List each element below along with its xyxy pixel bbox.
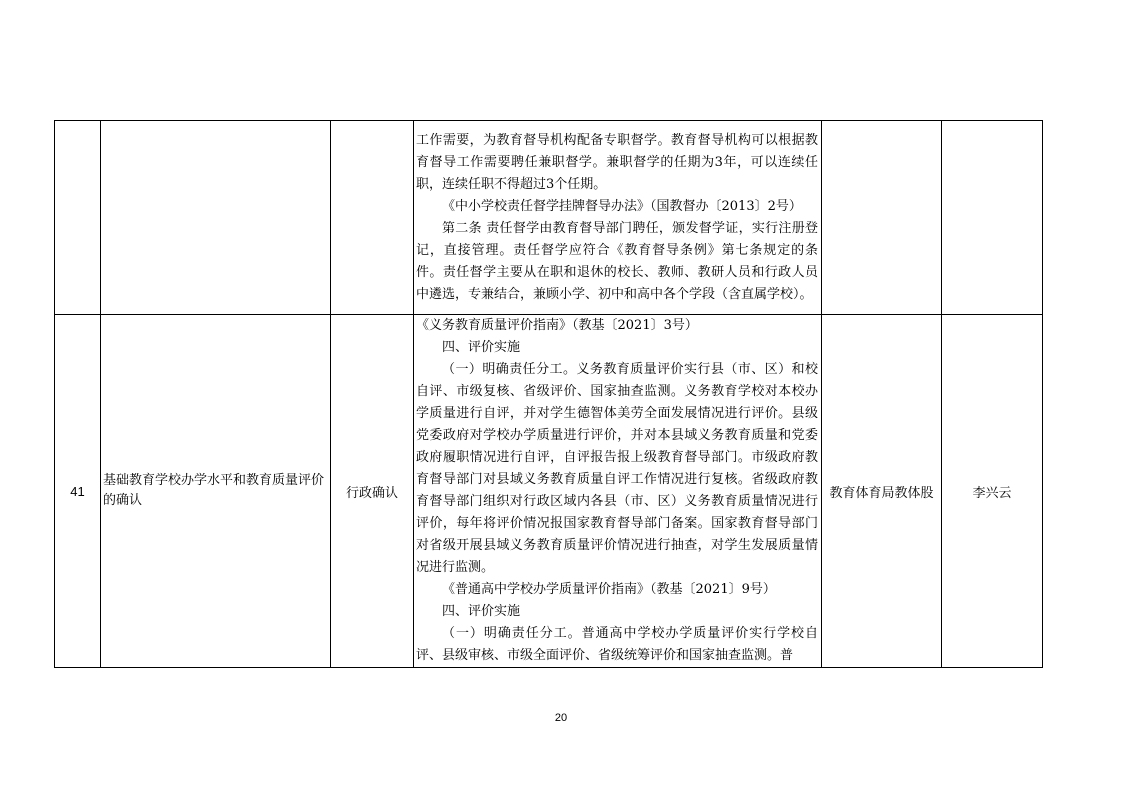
table-row [55, 315, 1043, 668]
basis-paragraph: 《中小学校责任督学挂牌督导办法》（国教督办〔2013〕2号） [442, 198, 802, 214]
authority-table [54, 120, 1043, 668]
item-type-cell: 行政确认 [331, 315, 414, 668]
basis-paragraph: 第二条 责任督学由教育督导部门聘任，颁发督学证，实行注册登记，直接管理。责任督学应符合《教育督导条例》第七条规定的条件。责任督学主要从在职和退休的校长、教师、教研人员和行政人员中遴选，专兼结合，兼顾小学、初中和高中各个学段（含直属学校）。 [416, 220, 818, 302]
page-number: 20 [554, 712, 568, 724]
item-name-cell: 基础教育学校办学水平和教育质量评价的确认 [101, 315, 331, 668]
basis-paragraph: 工作需要，为教育督导机构配备专职督学。教育督导机构可以根据教育督导工作需要聘任兼职督学。兼职督学的任期为3年，可以连续任职，连续任职不得超过3个任期。 [416, 132, 818, 192]
item-name-cell [101, 121, 331, 315]
basis-paragraph: 四、评价实施 [442, 604, 521, 619]
row-number-cell: 41 [55, 315, 101, 668]
item-type-cell [331, 121, 414, 315]
row-number-cell [55, 121, 101, 315]
basis-paragraph: （一）明确责任分工。普通高中学校办学质量评价实行学校自评、县级审核、市级全面评价、省级统筹评价和国家抽查监测。普 [416, 626, 818, 663]
basis-paragraph: 《普通高中学校办学质量评价指南》（教基〔2021〕9号） [442, 582, 776, 597]
department-cell: 教育体育局教体股 [822, 315, 942, 668]
table-row [55, 121, 1043, 315]
responsible-person-cell [942, 121, 1043, 315]
legal-basis-cell [414, 315, 822, 668]
legal-basis-cell [414, 121, 822, 315]
basis-paragraph: 《义务教育质量评价指南》（教基〔2021〕3号） [416, 318, 698, 333]
basis-paragraph: 四、评价实施 [442, 340, 521, 355]
responsible-person-cell: 李兴云 [942, 315, 1043, 668]
basis-paragraph: （一）明确责任分工。义务教育质量评价实行县（市、区）和校自评、市级复核、省级评价、国家抽查监测。义务教育学校对本校办学质量进行自评，并对学生德智体美劳全面发展情况进行评价。县级党委政府对学校办学质量进行评价，并对本县域义务教育质量和党委政府履职情况进行自评，自评报告报上级教育督导部门。市级政府教育督导部门对县域义务教育质量自评工作情况进行复核。省级政府教育督导部门组织对行政区域内各县（市、区）义务教育质量情况进行评价，每年将评价情况报国家教育督导部门备案。国家教育督导部门对省级开展县域义务教育质量评价情况进行抽查，对学生发展质量情况进行监测。 [416, 362, 818, 575]
department-cell [822, 121, 942, 315]
